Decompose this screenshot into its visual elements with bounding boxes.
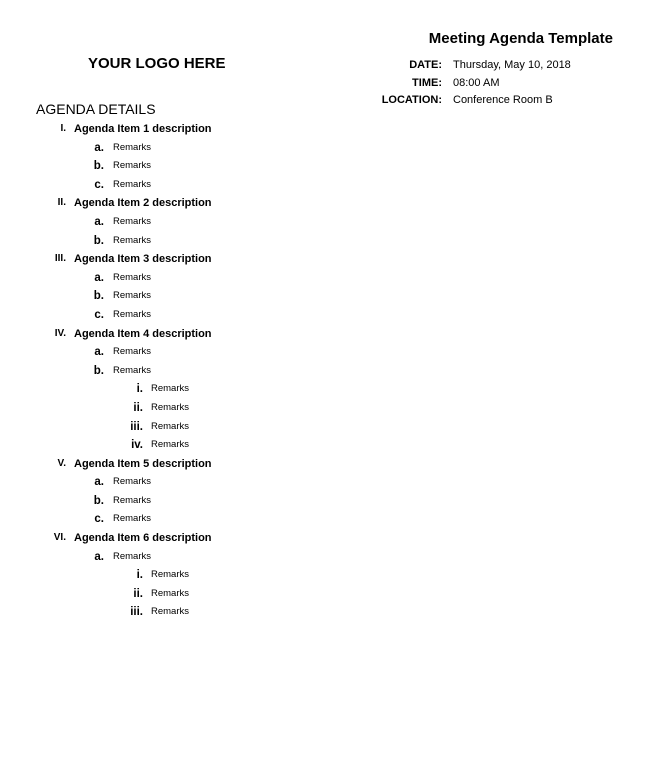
list-marker: V. [57,457,66,469]
page-title: Meeting Agenda Template [428,30,613,47]
remarks-text: Remarks [151,401,190,413]
agenda-item [0,120,645,139]
agenda-list [0,120,645,622]
remarks-text: Remarks [151,420,190,432]
list-marker: iii. [130,420,143,433]
logo-placeholder: YOUR LOGO HERE [88,55,226,72]
list-marker: a. [94,215,104,228]
agenda-subsubitem [0,585,645,604]
list-marker: c. [94,178,104,191]
remarks-text: Remarks [113,234,152,246]
agenda-subitem [0,306,645,325]
agenda-subsubitem [0,399,645,418]
list-marker: b. [93,364,104,377]
agenda-subitem [0,510,645,529]
remarks-text: Remarks [113,476,152,488]
agenda-subsubitem [0,566,645,585]
remarks-text: Remarks [113,550,152,562]
agenda-item-title: Agenda Item 3 description [74,253,212,266]
list-marker: IV. [54,327,66,339]
list-marker: ii. [133,587,143,600]
list-marker: c. [94,513,104,526]
remarks-text: Remarks [151,606,190,618]
remarks-text: Remarks [113,494,152,506]
remarks-text: Remarks [151,587,190,599]
agenda-subitem [0,287,645,306]
date-row [360,57,571,75]
list-marker: ii. [133,401,143,414]
time-row [360,75,571,93]
list-marker: VI. [53,532,66,544]
list-marker: iii. [130,606,143,619]
agenda-subsubitem [0,436,645,455]
list-marker: i. [136,383,143,396]
list-marker: a. [94,550,104,563]
list-marker: III. [54,253,66,265]
remarks-text: Remarks [113,290,152,302]
agenda-subitem [0,176,645,195]
list-marker: a. [94,271,104,284]
agenda-item-title: Agenda Item 5 description [74,457,212,470]
agenda-subitem [0,213,645,232]
remarks-text: Remarks [113,308,152,320]
agenda-item-title: Agenda Item 4 description [74,327,212,340]
agenda-subitem [0,492,645,511]
agenda-item-title: Agenda Item 2 description [74,197,212,210]
agenda-item-title: Agenda Item 1 description [74,123,212,135]
time-label: TIME: [412,76,442,89]
location-label: LOCATION: [381,94,442,106]
list-marker: b. [93,234,104,247]
agenda-subitem [0,157,645,176]
agenda-item [0,325,645,344]
remarks-text: Remarks [113,346,152,358]
location-value: Conference Room B [453,94,553,106]
list-marker: b. [93,494,104,507]
agenda-subitem [0,343,645,362]
list-marker: a. [94,346,104,359]
remarks-text: Remarks [113,215,152,227]
remarks-text: Remarks [113,271,152,283]
list-marker: b. [93,290,104,303]
list-marker: c. [94,308,104,321]
location-row [360,92,571,110]
agenda-item [0,194,645,213]
agenda-item [0,455,645,474]
agenda-item [0,250,645,269]
time-value: 08:00 AM [453,76,500,89]
agenda-subsubitem [0,380,645,399]
remarks-text: Remarks [113,364,152,376]
agenda-subitem [0,232,645,251]
remarks-text: Remarks [151,569,190,581]
agenda-subitem [0,473,645,492]
remarks-text: Remarks [113,513,152,525]
agenda-subitem [0,548,645,567]
remarks-text: Remarks [113,141,152,153]
meeting-details [360,57,571,110]
remarks-text: Remarks [151,383,190,395]
date-value: Thursday, May 10, 2018 [453,59,571,71]
remarks-text: Remarks [113,178,152,190]
list-marker: a. [94,476,104,489]
list-marker: II. [57,197,66,209]
agenda-item-title: Agenda Item 6 description [74,532,212,545]
remarks-text: Remarks [113,160,152,172]
agenda-heading: AGENDA DETAILS [36,101,156,117]
list-marker: iv. [131,439,143,452]
agenda-subitem [0,139,645,158]
agenda-subsubitem [0,418,645,437]
agenda-subitem [0,269,645,288]
date-label: DATE: [409,59,442,71]
agenda-item [0,529,645,548]
list-marker: a. [94,141,104,154]
list-marker: i. [136,569,143,582]
agenda-subitem [0,362,645,381]
agenda-subsubitem [0,603,645,622]
remarks-text: Remarks [151,439,190,451]
list-marker: b. [93,160,104,173]
list-marker: I. [60,123,66,134]
